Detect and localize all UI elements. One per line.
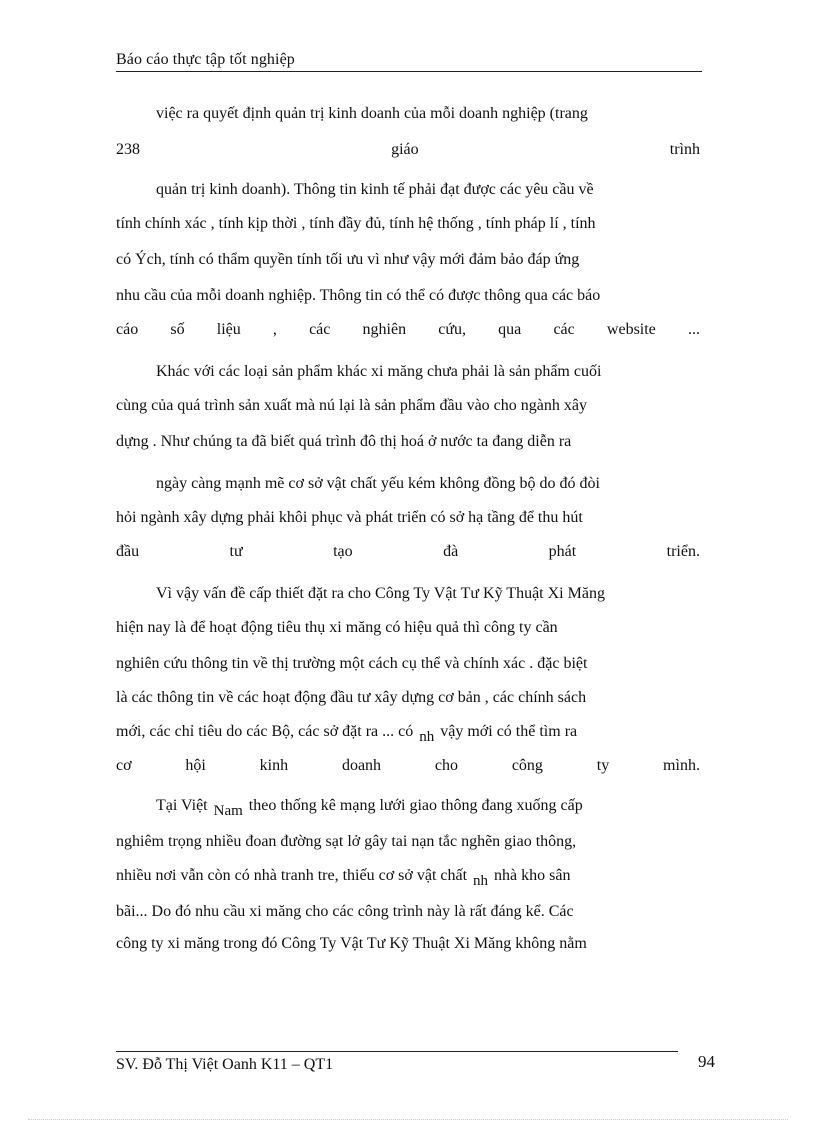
text-line	[116, 796, 700, 819]
text-line: hỏi ngành xây dựng phải khôi phục và phát triển có sở hạ tầng để thu hút	[116, 509, 583, 526]
word: các	[309, 321, 331, 338]
page-edge-dotted-line	[28, 1119, 788, 1120]
word: triển.	[666, 543, 700, 560]
text-line: nghiêm trọng nhiều đoan đường sạt lở gây tai nạn tắc nghẽn giao thông,	[116, 833, 577, 850]
text-line: việc ra quyết định quản trị kinh doanh của mỗi doanh nghiệp (trang	[156, 105, 588, 122]
word: trình	[669, 141, 700, 158]
text-line: ngày càng mạnh mẽ cơ sở vật chất yếu kém không đồng bộ do đó đòi	[156, 475, 600, 492]
text-line: quản trị kinh doanh). Thông tin kinh tế phải đạt được các yêu cầu về	[156, 181, 594, 198]
word: tạo	[333, 543, 353, 560]
text-line: có Ých, tính có thẩm quyền tính tối ưu vì như vậy mới đảm bảo đáp ứng	[116, 251, 580, 268]
text-line: cùng của quá trình sản xuất mà nú lại là sản phẩm đầu vào cho ngành xây	[116, 397, 587, 414]
word: kinh	[259, 757, 289, 774]
text-line: công ty xi măng trong đó Công Ty Vật Tư Kỹ Thuật Xi Măng không nằm	[116, 935, 587, 952]
word: ,	[272, 321, 277, 338]
text-line: tính chính xác , tính kịp thời , tính đầy đủ, tính hệ thống , tính pháp lí , tính	[116, 215, 596, 232]
word: qua	[498, 321, 522, 338]
text-run: mới, các chỉ tiêu do các Bộ, các sở đặt ra ... có	[116, 723, 414, 740]
word: cáo	[116, 321, 139, 338]
word: công	[511, 757, 543, 774]
text-run: vậy mới có thể tìm ra	[440, 723, 578, 740]
word: cho	[434, 757, 458, 774]
footer-rule	[116, 1051, 678, 1052]
subscript-run: nh	[419, 729, 435, 745]
text-line: dựng . Như chúng ta đã biết quá trình đô thị hoá ở nước ta đang diễn ra	[116, 433, 572, 450]
word: doanh	[341, 757, 382, 774]
word: nghiên	[362, 321, 407, 338]
text-line: Khác với các loại sản phẩm khác xi măng chưa phải là sản phẩm cuối	[156, 363, 602, 380]
text-line-spread	[116, 320, 700, 340]
word: đà	[443, 543, 459, 560]
word: cứu,	[438, 321, 467, 338]
text-line-spread	[116, 756, 700, 776]
word: website	[606, 321, 656, 338]
word: cơ	[116, 757, 132, 774]
text-line: bãi... Do đó nhu cầu xi măng cho các công trình này là rất đáng kể. Các	[116, 903, 574, 920]
word: hội	[185, 757, 206, 774]
page-number: 94	[698, 1052, 715, 1071]
text-run: nhiều nơi vẫn còn có nhà tranh tre, thiếu cơ sở vật chất	[116, 867, 468, 884]
word: các	[553, 321, 575, 338]
word: ty	[596, 757, 610, 774]
header-rule	[116, 71, 702, 72]
text-line: hiện nay là để hoạt động tiêu thụ xi măng có hiệu quả thì công ty cần	[116, 619, 558, 636]
word: phát	[548, 543, 577, 560]
text-run: Tại Việt	[156, 797, 208, 814]
word: liệu	[216, 321, 241, 338]
word: đầu	[116, 543, 140, 560]
text-line: Vì vậy vấn đề cấp thiết đặt ra cho Công Ty Vật Tư Kỹ Thuật Xi Măng	[156, 585, 605, 602]
word: tư	[229, 543, 243, 560]
footer-author: SV. Đỗ Thị Việt Oanh K11 – QT1	[116, 1056, 334, 1073]
text-line: nhu cầu của mỗi doanh nghiệp. Thông tin có thể có được thông qua các báo	[116, 287, 601, 304]
running-header: Báo cáo thực tập tốt nghiệp	[116, 51, 295, 68]
word: mình.	[663, 757, 700, 774]
subscript-run: nh	[473, 873, 489, 889]
word: số	[170, 321, 185, 338]
text-line: nghiên cứu thông tin về thị trường một cách cụ thể và chính xác . đặc biệt	[116, 655, 588, 672]
text-line	[116, 866, 700, 889]
word: 238	[116, 141, 140, 158]
text-line: là các thông tin về các hoạt động đầu tư xây dựng cơ bản , các chính sách	[116, 689, 587, 706]
text-run: nhà kho sân	[494, 867, 571, 884]
word: giáo	[391, 141, 419, 158]
text-run: theo thống kê mạng lưới giao thông đang xuống cấp	[248, 797, 583, 814]
subscript-run: Nam	[213, 803, 243, 819]
text-line	[116, 722, 700, 745]
text-line-spread	[116, 140, 700, 160]
word: ...	[687, 321, 700, 338]
text-line-spread	[116, 542, 700, 562]
